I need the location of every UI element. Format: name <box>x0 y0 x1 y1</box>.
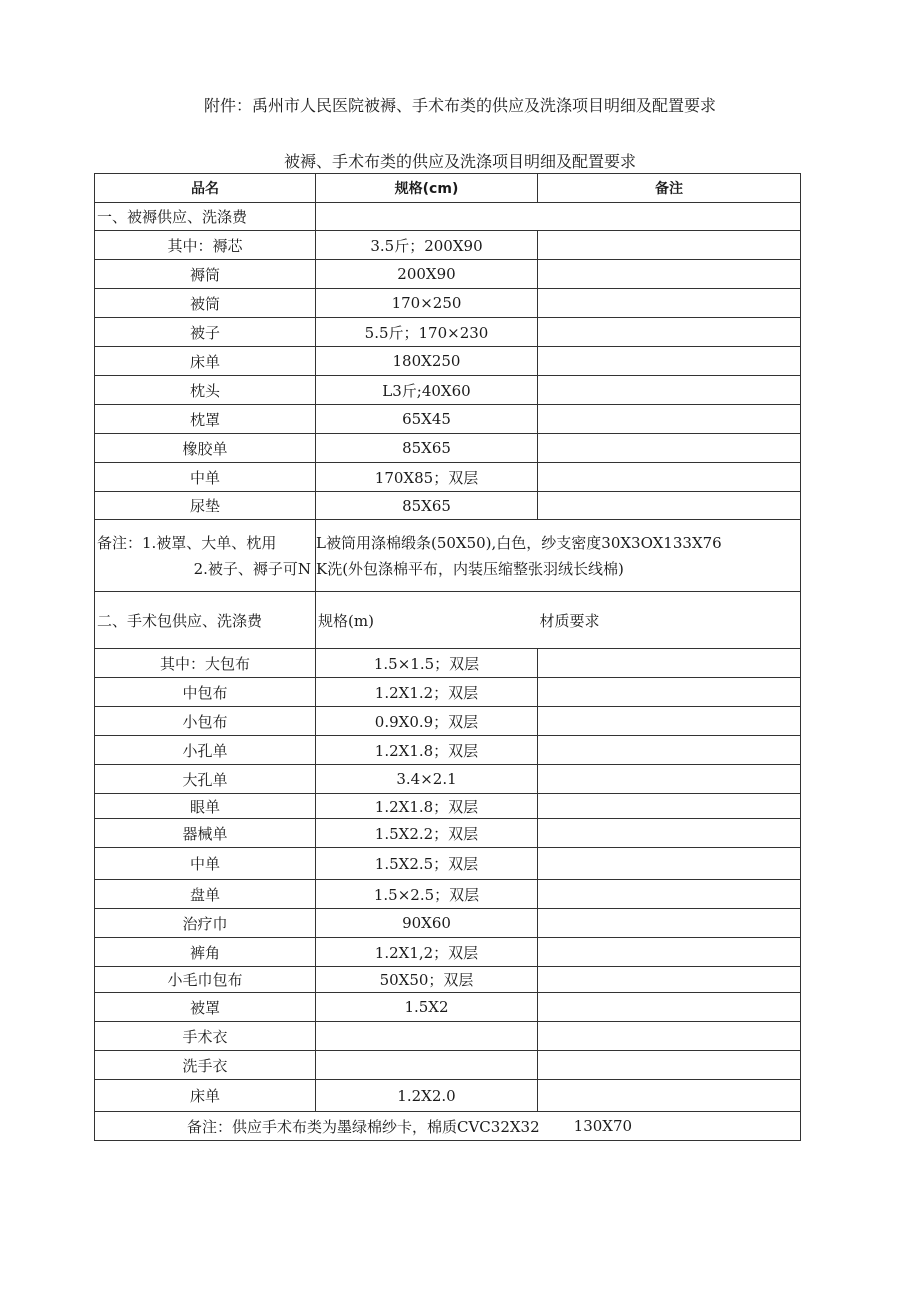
item-name: 治疗巾 <box>95 909 316 938</box>
table-row <box>95 967 801 993</box>
table-row <box>95 1022 801 1051</box>
item-remark <box>538 231 801 260</box>
table-row <box>95 405 801 434</box>
item-remark <box>538 765 801 794</box>
table-row <box>95 736 801 765</box>
item-spec: 1.5×2.5；双层 <box>316 880 538 909</box>
attachment-title: 附件：禹州市人民医院被褥、手术布类的供应及洗涤项目明细及配置要求 <box>203 96 716 115</box>
item-name: 其中：大包布 <box>95 649 316 678</box>
item-remark <box>538 1022 801 1051</box>
item-remark <box>538 678 801 707</box>
item-spec: 1.5×1.5；双层 <box>316 649 538 678</box>
table-row <box>95 1051 801 1080</box>
item-name: 被罩 <box>95 993 316 1022</box>
item-name: 手术衣 <box>95 1022 316 1051</box>
item-remark <box>538 938 801 967</box>
item-spec: 3.4×2.1 <box>316 765 538 794</box>
table-row <box>95 434 801 463</box>
item-name: 洗手衣 <box>95 1051 316 1080</box>
header-remark: 备注 <box>538 174 801 203</box>
item-name: 枕头 <box>95 376 316 405</box>
table-row <box>95 318 801 347</box>
section2-note-text: 备注：供应手术布类为墨绿棉纱卡，棉质CVC32X32 <box>187 1117 540 1136</box>
item-remark <box>538 260 801 289</box>
table-title: 被褥、手术布类的供应及洗涤项目明细及配置要求 <box>283 152 636 171</box>
item-remark <box>538 967 801 993</box>
table-row <box>95 880 801 909</box>
item-name: 尿垫 <box>95 492 316 520</box>
item-remark <box>538 405 801 434</box>
item-spec: 1.2X1.8；双层 <box>316 736 538 765</box>
item-spec: 5.5斤；170×230 <box>316 318 538 347</box>
section2-note-extra: 130X70 <box>573 1117 633 1135</box>
item-spec: 1.5X2.5；双层 <box>316 848 538 880</box>
item-remark <box>538 707 801 736</box>
section1-note-row <box>95 520 801 592</box>
item-name: 褥筒 <box>95 260 316 289</box>
item-name: 枕罩 <box>95 405 316 434</box>
item-spec: 170X85；双层 <box>316 463 538 492</box>
section1-title-row <box>95 203 801 231</box>
item-spec: 1.2X1.8；双层 <box>316 794 538 819</box>
section2-note-line <box>95 1116 800 1137</box>
section1-note-left <box>95 520 316 592</box>
item-name: 中单 <box>95 463 316 492</box>
table-row <box>95 289 801 318</box>
table-row <box>95 347 801 376</box>
table-row <box>95 231 801 260</box>
item-spec: 50X50；双层 <box>316 967 538 993</box>
table-row <box>95 848 801 880</box>
item-remark <box>538 1051 801 1080</box>
item-spec <box>316 1051 538 1080</box>
item-name: 盘单 <box>95 880 316 909</box>
note-left-line-1: 备注：1.被罩、大单、枕用 <box>97 533 277 552</box>
item-spec: 180X250 <box>316 347 538 376</box>
table-row <box>95 707 801 736</box>
item-spec <box>316 1022 538 1051</box>
item-remark <box>538 649 801 678</box>
item-remark <box>538 736 801 765</box>
table-row <box>95 463 801 492</box>
item-remark <box>538 347 801 376</box>
item-name: 其中：褥芯 <box>95 231 316 260</box>
item-spec: 1.5X2 <box>316 993 538 1022</box>
item-spec: 170×250 <box>316 289 538 318</box>
item-spec: 65X45 <box>316 405 538 434</box>
item-name: 床单 <box>95 1080 316 1112</box>
table-row <box>95 993 801 1022</box>
item-remark <box>538 434 801 463</box>
table-row <box>95 938 801 967</box>
item-name: 中单 <box>95 848 316 880</box>
item-spec: 85X65 <box>316 492 538 520</box>
item-spec: L3斤;40X60 <box>316 376 538 405</box>
table-row <box>95 909 801 938</box>
section1-title: 一、被褥供应、洗涤费 <box>95 203 316 231</box>
table-header-row <box>95 174 801 203</box>
item-name: 裤角 <box>95 938 316 967</box>
note-right-line-1: L被筒用涤棉缎条(50X50),白色，纱支密度30X3OX133X76 <box>316 533 722 552</box>
item-spec: 1.2X1.2；双层 <box>316 678 538 707</box>
item-spec: 200X90 <box>316 260 538 289</box>
item-spec: 90X60 <box>316 909 538 938</box>
table-row <box>95 376 801 405</box>
item-name: 小孔单 <box>95 736 316 765</box>
item-name: 大孔单 <box>95 765 316 794</box>
table-row <box>95 1080 801 1112</box>
item-name: 橡胶单 <box>95 434 316 463</box>
section2-spec-header: 规格(m) <box>316 592 538 649</box>
header-spec: 规格(cm) <box>316 174 538 203</box>
table-row <box>95 649 801 678</box>
item-spec: 1.2X1,2；双层 <box>316 938 538 967</box>
note-left-line-2: 2.被子、褥子可N <box>193 559 311 578</box>
item-name: 器械单 <box>95 819 316 848</box>
item-name: 被子 <box>95 318 316 347</box>
section2-note-row <box>95 1112 801 1141</box>
item-remark <box>538 289 801 318</box>
item-remark <box>538 909 801 938</box>
item-name: 小包布 <box>95 707 316 736</box>
table-row <box>95 765 801 794</box>
item-spec: 85X65 <box>316 434 538 463</box>
header-name: 品名 <box>95 174 316 203</box>
item-remark <box>538 1080 801 1112</box>
table-row <box>95 492 801 520</box>
item-name: 床单 <box>95 347 316 376</box>
item-spec: 1.5X2.2；双层 <box>316 819 538 848</box>
item-remark <box>538 848 801 880</box>
section2-note <box>95 1112 801 1141</box>
item-name: 被筒 <box>95 289 316 318</box>
section2-title-row <box>95 592 801 649</box>
item-remark <box>538 880 801 909</box>
section2-title: 二、手术包供应、洗涤费 <box>95 592 316 649</box>
section2-material-header: 材质要求 <box>538 592 801 649</box>
section1-note-right <box>316 520 801 592</box>
item-spec: 0.9X0.9；双层 <box>316 707 538 736</box>
spec-table <box>94 173 801 1141</box>
item-spec: 3.5斤；200X90 <box>316 231 538 260</box>
item-name: 眼单 <box>95 794 316 819</box>
table-row <box>95 794 801 819</box>
table-row <box>95 678 801 707</box>
note-right-line-2: K洗(外包涤棉平布，内装压缩整张羽绒长线棉) <box>316 559 624 578</box>
item-remark <box>538 376 801 405</box>
item-remark <box>538 819 801 848</box>
item-remark <box>538 492 801 520</box>
item-remark <box>538 463 801 492</box>
item-remark <box>538 794 801 819</box>
table-row <box>95 260 801 289</box>
item-name: 小毛巾包布 <box>95 967 316 993</box>
table-row <box>95 819 801 848</box>
item-name: 中包布 <box>95 678 316 707</box>
item-remark <box>538 318 801 347</box>
item-remark <box>538 993 801 1022</box>
item-spec: 1.2X2.0 <box>316 1080 538 1112</box>
